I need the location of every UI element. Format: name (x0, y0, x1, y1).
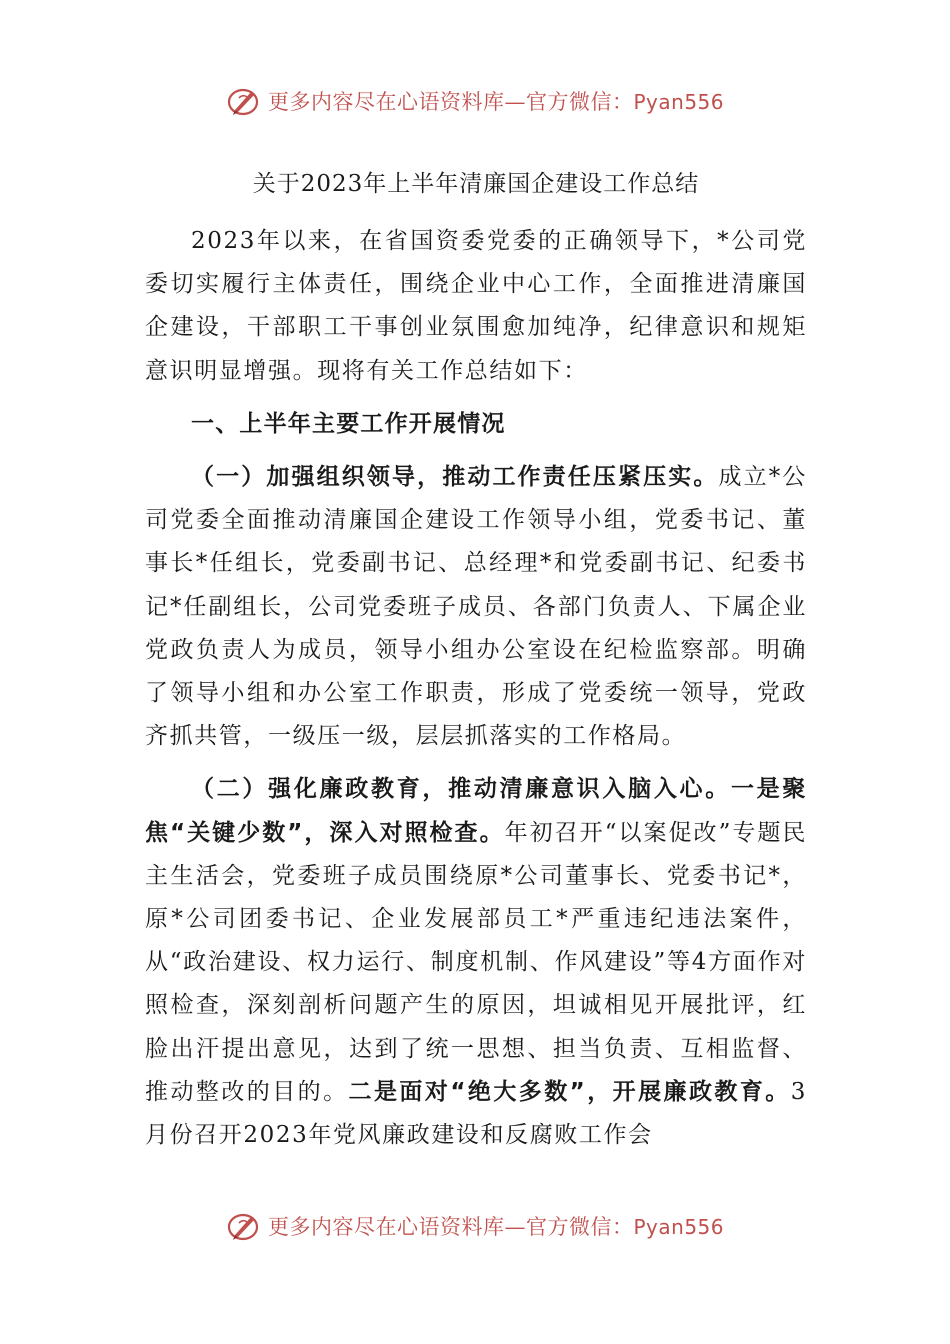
document-body (145, 162, 807, 1167)
watermark-footer (0, 1209, 950, 1243)
watermark-text: 更多内容尽在心语资料库—官方微信：Pyan556 (267, 90, 724, 114)
section-heading: 一、上半年主要工作开展情况 (191, 410, 506, 437)
item2-point2-body: 3月份召开2023年党风廉政建设和反腐败工作会 (145, 1078, 807, 1149)
item1-body: 成立*公司党委全面推动清廉国企建设工作领导小组，党委书记、董事长*任组长，党委副书记、总经理*和党委副书记、纪委书记*任副组长，公司党委班子成员、各部门负责人、下属企业党政负责人为成员，领导小组办公室设在纪检监察部。明确了领导小组和办公室工作职责，形成了党委统一领导，党政齐抓共管，一级压一级，层层抓落实的工作格局。 (145, 464, 807, 750)
watermark-wechat-id: Pyan556 (633, 90, 724, 114)
item2-lead: （二）强化廉政教育，推动清廉意识入脑入心。 (191, 776, 731, 803)
item2-point1-lead: 一是聚焦“关键少数”，深入对照检查。 (145, 776, 807, 846)
watermark-wechat-id: Pyan556 (633, 1215, 724, 1239)
watermark-header (0, 84, 950, 118)
item1-lead: （一）加强组织领导，推动工作责任压紧压实。 (191, 464, 719, 491)
pen-logo-icon (226, 84, 260, 118)
intro-paragraph: 2023年以来，在省国资委党委的正确领导下，*公司党委切实履行主体责任，围绕企业中心工作，全面推进清廉国企建设，干部职工干事创业氛围愈加纯净，纪律意识和规矩意识明显增强。现将有关工作总结如下： (145, 228, 807, 384)
page-title: 关于2023年上半年清廉国企建设工作总结 (252, 171, 700, 197)
item1-paragraph (145, 456, 807, 758)
watermark-text: 更多内容尽在心语资料库—官方微信：Pyan556 (267, 1215, 724, 1239)
item2-point1-body: 年初召开“以案促改”专题民主生活会，党委班子成员围绕原*公司董事长、党委书记*，原*公司团委书记、企业发展部员工*严重违纪违法案件，从“政治建设、权力运行、制度机制、作风建设”等4方面作对照检查，深刻剖析问题产生的原因，坦诚相见开展批评，红脸出汗提出意见，达到了统一思想、担当负责、互相监督、推动整改的目的。 (145, 819, 807, 1105)
pen-logo-icon (226, 1209, 260, 1243)
item2-paragraph (145, 768, 807, 1157)
item2-point2-lead: 二是面对“绝大多数”，开展廉政教育。 (348, 1078, 791, 1105)
